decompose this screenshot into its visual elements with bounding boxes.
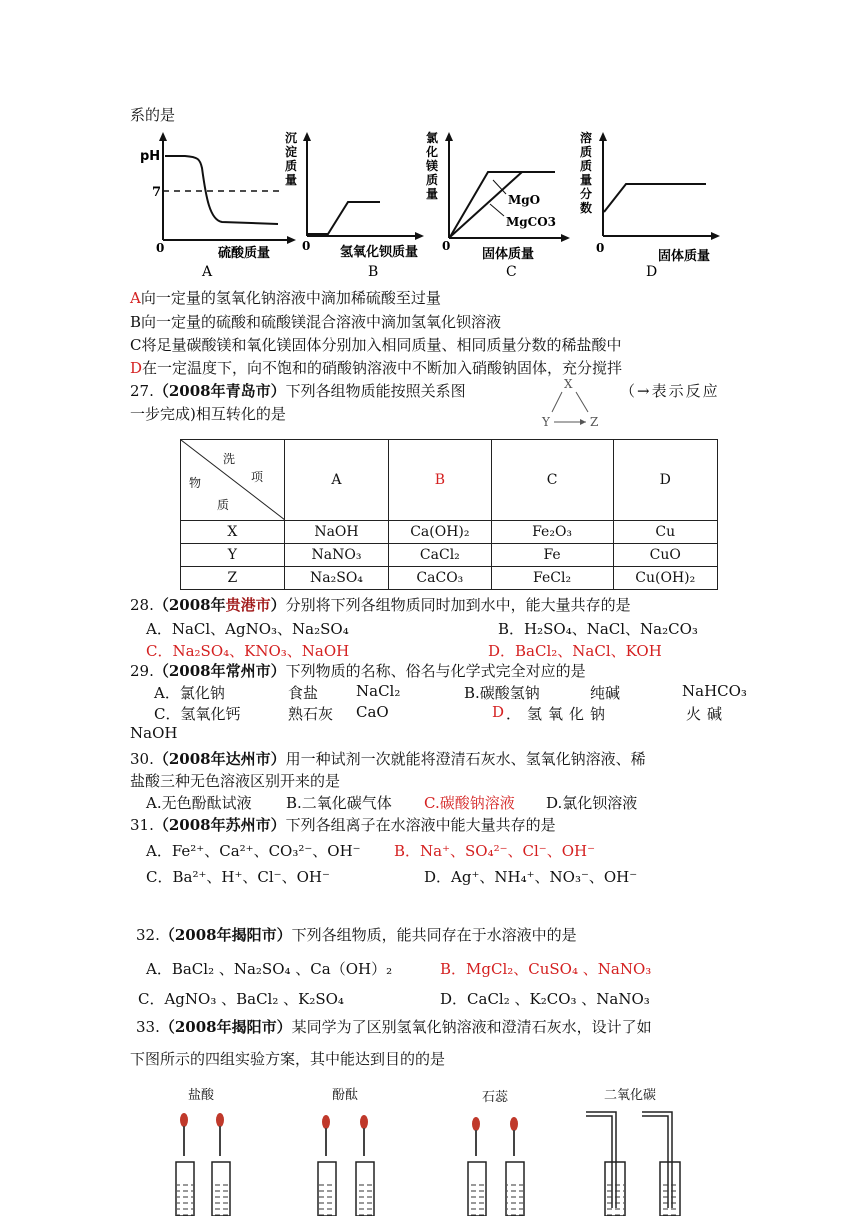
- q27-row-x-label: X: [181, 521, 285, 544]
- graph-d-letter: D: [646, 264, 658, 280]
- graph-d-xlabel: 固体质量: [658, 249, 711, 264]
- q29-a-common: 食盐: [288, 684, 319, 702]
- q32-number: 32.: [136, 926, 160, 944]
- q27-col-d: D: [613, 440, 717, 521]
- q27-corner-top: 洗: [223, 452, 236, 466]
- q28-source-pre: （2008年: [153, 596, 226, 614]
- q27-relation-diagram: [540, 376, 604, 432]
- q28-stem: [130, 594, 631, 615]
- graph-a-ylabel: pH: [140, 149, 161, 164]
- q27-corner-left: 物: [189, 476, 202, 490]
- q30-number: 30.: [130, 750, 154, 768]
- graph-b-ylabel-1: 淀: [285, 145, 298, 159]
- q26-option-d: [130, 357, 622, 378]
- q27-row-z-label: Z: [181, 567, 285, 590]
- graph-d-ylabel-1: 质: [580, 145, 593, 159]
- q27-diagram-z: Z: [590, 415, 599, 429]
- q28-source-post: ）: [270, 596, 286, 614]
- q28-number: 28.: [130, 596, 154, 614]
- q28-stem-text: 分别将下列各组物质同时加到水中，能大量共存的是: [285, 596, 631, 614]
- q29-number: 29.: [130, 662, 154, 680]
- q27-col-a: A: [284, 440, 388, 521]
- q29-a-name: A．氯化钠: [154, 684, 225, 702]
- graph-c: [425, 130, 570, 280]
- q29-d-name: ．氢氧化钠: [506, 705, 612, 723]
- q33-label-phenolphthalein: 酚酞: [332, 1088, 359, 1103]
- graph-b-ylabel-0: 沉: [285, 131, 298, 145]
- q32-option-a: A．BaCl₂ 、Na₂SO₄ 、Ca（OH）₂: [146, 960, 393, 978]
- graph-d-ylabel-2: 质: [580, 159, 593, 173]
- gas-tube-group-4: [586, 1112, 680, 1216]
- q26-option-a-text: 向一定量的氢氧化钠溶液中滴加稀硫酸至过量: [140, 289, 441, 307]
- dropper-group-3: [468, 1117, 524, 1216]
- graph-c-ylabel-1: 化: [426, 145, 439, 159]
- q33-number: 33.: [136, 1018, 160, 1036]
- q26-option-c: [130, 334, 622, 355]
- q29-d-common: 火碱: [686, 705, 729, 723]
- q33-stem-text: 某同学为了区别氢氧化钠溶液和澄清石灰水，设计了如: [291, 1018, 652, 1036]
- graph-c-ylabel-4: 量: [426, 187, 439, 201]
- q32-option-b: [440, 958, 651, 979]
- q31-stem-text: 下列各组离子在水溶液中能大量共存的是: [285, 816, 556, 834]
- q32-option-c: C．AgNO₃ 、BaCl₂ 、K₂SO₄: [138, 990, 344, 1008]
- q29-d-letter: D: [492, 703, 505, 721]
- q27-cell: NaOH: [284, 521, 388, 544]
- q28-option-c: C．Na₂SO₄、KNO₃、NaOH: [146, 642, 350, 660]
- graph-b-letter: B: [368, 264, 379, 280]
- q27-row-y: [181, 544, 718, 567]
- q27-corner-bottom: 质: [217, 498, 230, 512]
- q31-source: （2008年苏州市）: [153, 816, 286, 834]
- q26-option-c-text: 将足量碳酸镁和氧化镁固体分别加入相同质量、相同质量分数的稀盐酸中: [141, 336, 622, 354]
- q30-option-c: [424, 792, 515, 813]
- graph-c-letter: C: [506, 264, 517, 280]
- q33-label-hcl: 盐酸: [188, 1088, 215, 1103]
- q28-option-b: B．H₂SO₄、NaCl、Na₂CO₃: [498, 620, 698, 638]
- q27-cell: CaCl₂: [389, 544, 491, 567]
- q27-cell: CuO: [613, 544, 717, 567]
- graph-c-ylabel-2: 镁: [426, 159, 439, 173]
- q27-cell: Cu: [613, 521, 717, 544]
- q31-option-c: C．Ba²⁺、H⁺、Cl⁻、OH⁻: [146, 868, 330, 886]
- q30-source: （2008年达州市）: [153, 750, 286, 768]
- q32-stem: [136, 924, 577, 945]
- graph-c-origin: 0: [442, 239, 451, 253]
- q27-table: [180, 439, 718, 590]
- q33-label-co2: 二氧化碳: [604, 1088, 657, 1103]
- q27-cell: Fe₂O₃: [491, 521, 613, 544]
- q29-source: （2008年常州市）: [153, 662, 286, 680]
- q28-option-d: D．BaCl₂、NaCl、KOH: [488, 642, 662, 660]
- q33-source: （2008年揭阳市）: [159, 1018, 292, 1036]
- q30-option-d: D.氯化钡溶液: [546, 794, 638, 812]
- graph-b-origin: 0: [302, 239, 311, 253]
- q28-source-city: 贵港市: [225, 596, 271, 614]
- q31-option-b: B．Na⁺、SO₄²⁻、Cl⁻、OH⁻: [394, 842, 596, 860]
- q30-stem: [130, 748, 646, 769]
- q30-line2: 盐酸三种无色溶液区别开来的是: [130, 772, 341, 790]
- graph-d: [580, 130, 720, 280]
- q29-d-formula: NaOH: [130, 724, 178, 742]
- q33-apparatus: [150, 1104, 710, 1216]
- q27-col-c: C: [491, 440, 613, 521]
- q27-diagram-y: Y: [542, 415, 550, 429]
- graph-c-mgo: MgO: [508, 193, 541, 207]
- q27-stem: [130, 380, 466, 401]
- graph-c-ylabel-3: 质: [426, 173, 439, 187]
- q32-stem-text: 下列各组物质，能共同存在于水溶液中的是: [291, 926, 577, 944]
- intro-fragment: 系的是: [130, 106, 176, 124]
- q30-option-a: A.无色酚酞试液: [146, 794, 252, 812]
- q27-col-b: B: [389, 440, 491, 521]
- q26-option-a: [130, 287, 441, 308]
- q29-stem: [130, 660, 586, 681]
- q26-option-a-letter: A: [130, 289, 141, 307]
- graph-d-origin: 0: [596, 241, 605, 255]
- graph-b-xlabel: 氢氧化钡质量: [340, 245, 419, 260]
- graph-a-origin: 0: [156, 241, 165, 255]
- q27-row-z: [181, 567, 718, 590]
- q26-option-d-text: 在一定温度下，向不饱和的硝酸钠溶液中不断加入硝酸钠固体，充分搅拌: [142, 359, 623, 377]
- q29-b-common: 纯碱: [590, 684, 621, 702]
- q29-c-formula: CaO: [356, 703, 389, 721]
- graph-a-tick7: 7: [152, 185, 162, 200]
- q27-stem-text: 下列各组物质能按照关系图: [285, 382, 466, 400]
- q30-option-c-text: C.碳酸钠溶液: [424, 794, 515, 812]
- q27-cell: Ca(OH)₂: [389, 521, 491, 544]
- q27-cell: Cu(OH)₂: [613, 567, 717, 590]
- q29-c-name: C．氢氧化钙: [154, 705, 241, 723]
- q26-option-c-letter: C: [130, 336, 142, 354]
- q27-number: 27.: [130, 382, 154, 400]
- graph-c-xlabel: 固体质量: [482, 247, 535, 262]
- graphs-figure: [130, 128, 730, 280]
- q26-option-d-letter: D: [130, 359, 143, 377]
- q33-line2: 下图所示的四组实验方案，其中能达到目的的是: [130, 1050, 446, 1068]
- q27-cell: Na₂SO₄: [284, 567, 388, 590]
- q31-option-a: A．Fe²⁺、Ca²⁺、CO₃²⁻、OH⁻: [146, 842, 361, 860]
- q27-cell: CaCO₃: [389, 567, 491, 590]
- q30-option-b: B.二氧化碳气体: [286, 794, 392, 812]
- q31-option-d: D．Ag⁺、NH₄⁺、NO₃⁻、OH⁻: [424, 868, 638, 886]
- q27-corner-right: 项: [251, 470, 264, 484]
- q33-label-litmus: 石蕊: [482, 1090, 509, 1105]
- dropper-group-1: [176, 1113, 230, 1216]
- graph-d-ylabel-4: 分: [580, 187, 593, 201]
- q27-cell: Fe: [491, 544, 613, 567]
- q31-stem: [130, 814, 556, 835]
- q27-line2: 一步完成)相互转化的是: [130, 405, 286, 423]
- q27-tail: （→表示反应: [620, 382, 720, 400]
- q26-option-b-text: 向一定量的硫酸和硫酸镁混合溶液中滴加氢氧化钡溶液: [141, 313, 502, 331]
- q32-option-d: D．CaCl₂ 、K₂CO₃ 、NaNO₃: [440, 990, 650, 1008]
- q26-option-b-letter: B: [130, 313, 142, 331]
- q27-diagram-x: X: [564, 377, 573, 391]
- q28-option-a: A．NaCl、AgNO₃、Na₂SO₄: [146, 620, 349, 638]
- graph-d-ylabel-5: 数: [580, 201, 593, 215]
- q33-stem: [136, 1016, 652, 1037]
- graph-a-xlabel: 硫酸质量: [218, 246, 271, 261]
- graph-c-mgco3: MgCO3: [506, 215, 557, 229]
- graph-a-letter: A: [202, 264, 213, 280]
- q27-row-y-label: Y: [181, 544, 285, 567]
- q30-stem-text: 用一种试剂一次就能将澄清石灰水、氢氧化钠溶液、稀: [285, 750, 646, 768]
- q27-table-corner: [181, 440, 285, 521]
- graph-b: [285, 130, 424, 280]
- q27-source: （2008年青岛市）: [153, 382, 286, 400]
- q27-cell: NaNO₃: [284, 544, 388, 567]
- q29-c-common: 熟石灰: [288, 705, 334, 723]
- graph-c-ylabel-0: 氯: [426, 131, 439, 145]
- q29-stem-text: 下列物质的名称、俗名与化学式完全对应的是: [285, 662, 586, 680]
- graph-a: [140, 132, 296, 280]
- q26-option-b: [130, 311, 501, 332]
- graph-b-ylabel-2: 质: [285, 159, 298, 173]
- q27-row-x: [181, 521, 718, 544]
- graph-d-ylabel-0: 溶: [580, 131, 593, 145]
- q29-a-formula: NaCl₂: [356, 682, 401, 700]
- q32-option-b-text: B．MgCl₂、CuSO₄ 、NaNO₃: [440, 960, 652, 978]
- q27-cell: FeCl₂: [491, 567, 613, 590]
- dropper-group-2: [318, 1115, 374, 1216]
- q29-b-name: B.碳酸氢钠: [464, 684, 540, 702]
- q29-b-formula: NaHCO₃: [682, 682, 747, 700]
- q32-source: （2008年揭阳市）: [159, 926, 292, 944]
- graph-b-ylabel-3: 量: [285, 173, 298, 187]
- graph-d-ylabel-3: 量: [580, 173, 593, 187]
- q31-number: 31.: [130, 816, 154, 834]
